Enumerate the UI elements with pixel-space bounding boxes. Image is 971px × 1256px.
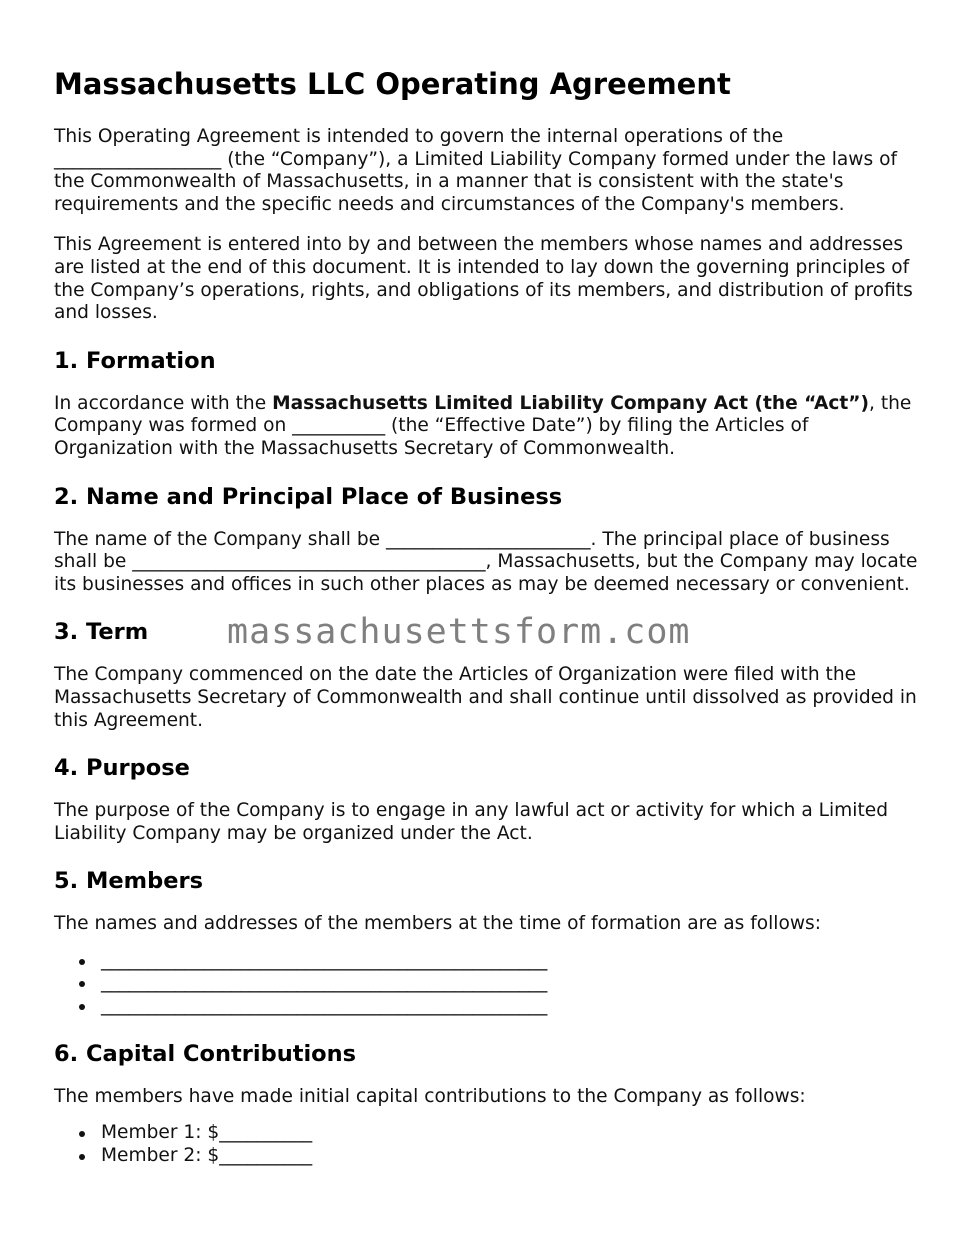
section-text-purpose: The purpose of the Company is to engage in any lawful act or activity for which a Limited Liability Company may be organized under the Act. [54, 800, 888, 844]
section-purpose [54, 754, 924, 845]
capital-item: Member 2: $__________ [101, 1145, 924, 1168]
document-page [54, 0, 924, 1167]
intro-paragraph-1: This Operating Agreement is intended to govern the internal operations of the __________________ (the “Company”), a Limited Liability Company formed under the laws of the Commonwealth of Massachusetts, in a manner that is consistent with the state's requirements and the specific needs and circumstances of the Company's members. [54, 126, 897, 215]
section-name-place [54, 483, 924, 597]
member-blank-line: ________________________________________________ [101, 950, 924, 973]
formation-text-after: , the Company was formed on __________ (the “Effective Date”) by filing the Articles of Organization with the Massachusetts Secretary of Commonwealth. [54, 392, 912, 459]
capital-item: Member 1: $__________ [101, 1122, 924, 1145]
section-members [54, 867, 924, 1017]
member-blank-line: ________________________________________________ [101, 972, 924, 995]
member-blank-line: ________________________________________________ [101, 995, 924, 1018]
section-heading-name-place: 2. Name and Principal Place of Business [54, 483, 563, 510]
formation-text-before: In accordance with the [54, 392, 273, 414]
section-text-members: The names and addresses of the members at the time of formation are as follows: [54, 913, 822, 935]
intro-paragraph-2: This Agreement is entered into by and between the members whose names and addresses are listed at the end of this document. It is intended to lay down the governing principles of the Company’s operations, rights, and obligations of its members, and distribution of profits and losses. [54, 234, 913, 324]
section-heading-formation: 1. Formation [54, 347, 216, 374]
section-text-name-place: The name of the Company shall be ______________________. The principal place of business shall be ______________________________________, Massachusetts, but the Company may locate its businesses and offices in such other places as may be deemed necessary or convenient. [54, 528, 918, 595]
formation-act-name: Massachusetts Limited Liability Company Act (the “Act”) [272, 392, 870, 414]
section-heading-term: 3. Term [54, 619, 149, 646]
section-text-capital: The members have made initial capital contributions to the Company as follows: [54, 1085, 806, 1107]
section-formation [54, 347, 924, 461]
section-heading-members: 5. Members [54, 868, 203, 895]
capital-list [54, 1122, 924, 1167]
section-text-term: The Company commenced on the date the Articles of Organization were filed with the Massachusetts Secretary of Commonwealth and shall continue until dissolved as provided in this Agreement. [54, 664, 917, 731]
document-title: Massachusetts LLC Operating Agreement [54, 67, 731, 101]
section-heading-purpose: 4. Purpose [54, 755, 190, 782]
members-list [54, 950, 924, 1018]
section-heading-capital: 6. Capital Contributions [54, 1040, 357, 1067]
watermark-text: massachusettsform.com [227, 612, 691, 652]
section-capital [54, 1040, 924, 1168]
section-text-formation [54, 393, 924, 461]
